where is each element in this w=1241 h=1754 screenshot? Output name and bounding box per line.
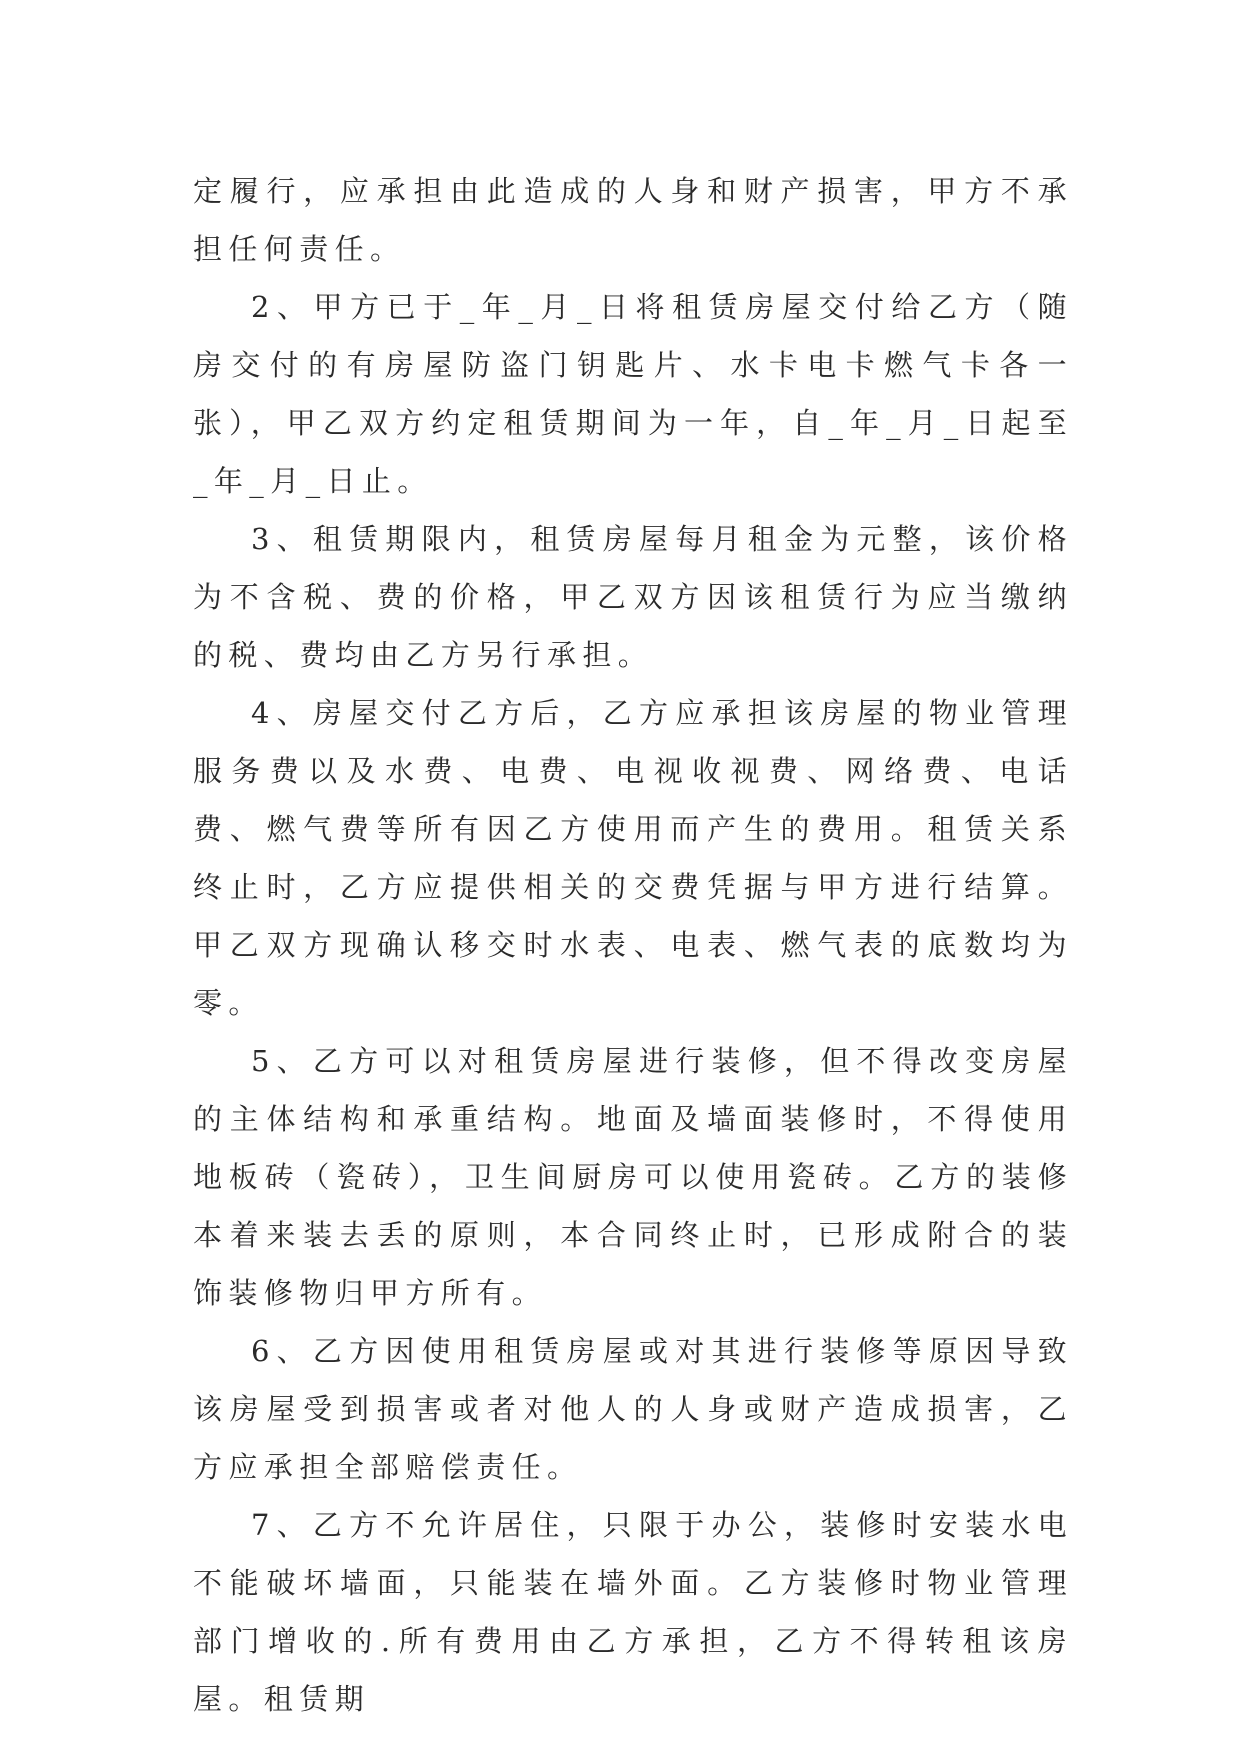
clause-2-paragraph: 2、甲方已于_年_月_日将租赁房屋交付给乙方（随房交付的有房屋防盗门钥匙片、水卡电卡燃气卡各一张），甲乙双方约定租赁期间为一年，自_年_月_日起至_年_月_日止。 — [193, 290, 1073, 498]
clause-3-paragraph: 3、租赁期限内，租赁房屋每月租金为元整，该价格为不含税、费的价格，甲乙双方因该租赁行为应当缴纳的税、费均由乙方另行承担。 — [193, 522, 1073, 672]
clause-5-paragraph: 5、乙方可以对租赁房屋进行装修，但不得改变房屋的主体结构和承重结构。地面及墙面装修时，不得使用地板砖（瓷砖），卫生间厨房可以使用瓷砖。乙方的装修本着来装去丢的原则，本合同终止时，已形成附合的装饰装修物归甲方所有。 — [193, 1044, 1073, 1310]
paragraph-continuation: 定履行，应承担由此造成的人身和财产损害，甲方不承担任何责任。 — [193, 174, 1073, 266]
clause-6-paragraph: 6、乙方因使用租赁房屋或对其进行装修等原因导致该房屋受到损害或者对他人的人身或财产造成损害，乙方应承担全部赔偿责任。 — [193, 1334, 1073, 1484]
clause-4-paragraph: 4、房屋交付乙方后，乙方应承担该房屋的物业管理服务费以及水费、电费、电视收视费、网络费、电话费、燃气费等所有因乙方使用而产生的费用。租赁关系终止时，乙方应提供相关的交费凭据与甲方进行结算。甲乙双方现确认移交时水表、电表、燃气表的底数均为零。 — [193, 696, 1073, 1020]
clause-7-paragraph: 7、乙方不允许居住，只限于办公，装修时安装水电不能破坏墙面，只能装在墙外面。乙方装修时物业管理部门增收的.所有费用由乙方承担，乙方不得转租该房屋。租赁期 — [193, 1508, 1073, 1716]
document-body — [193, 162, 1073, 1728]
